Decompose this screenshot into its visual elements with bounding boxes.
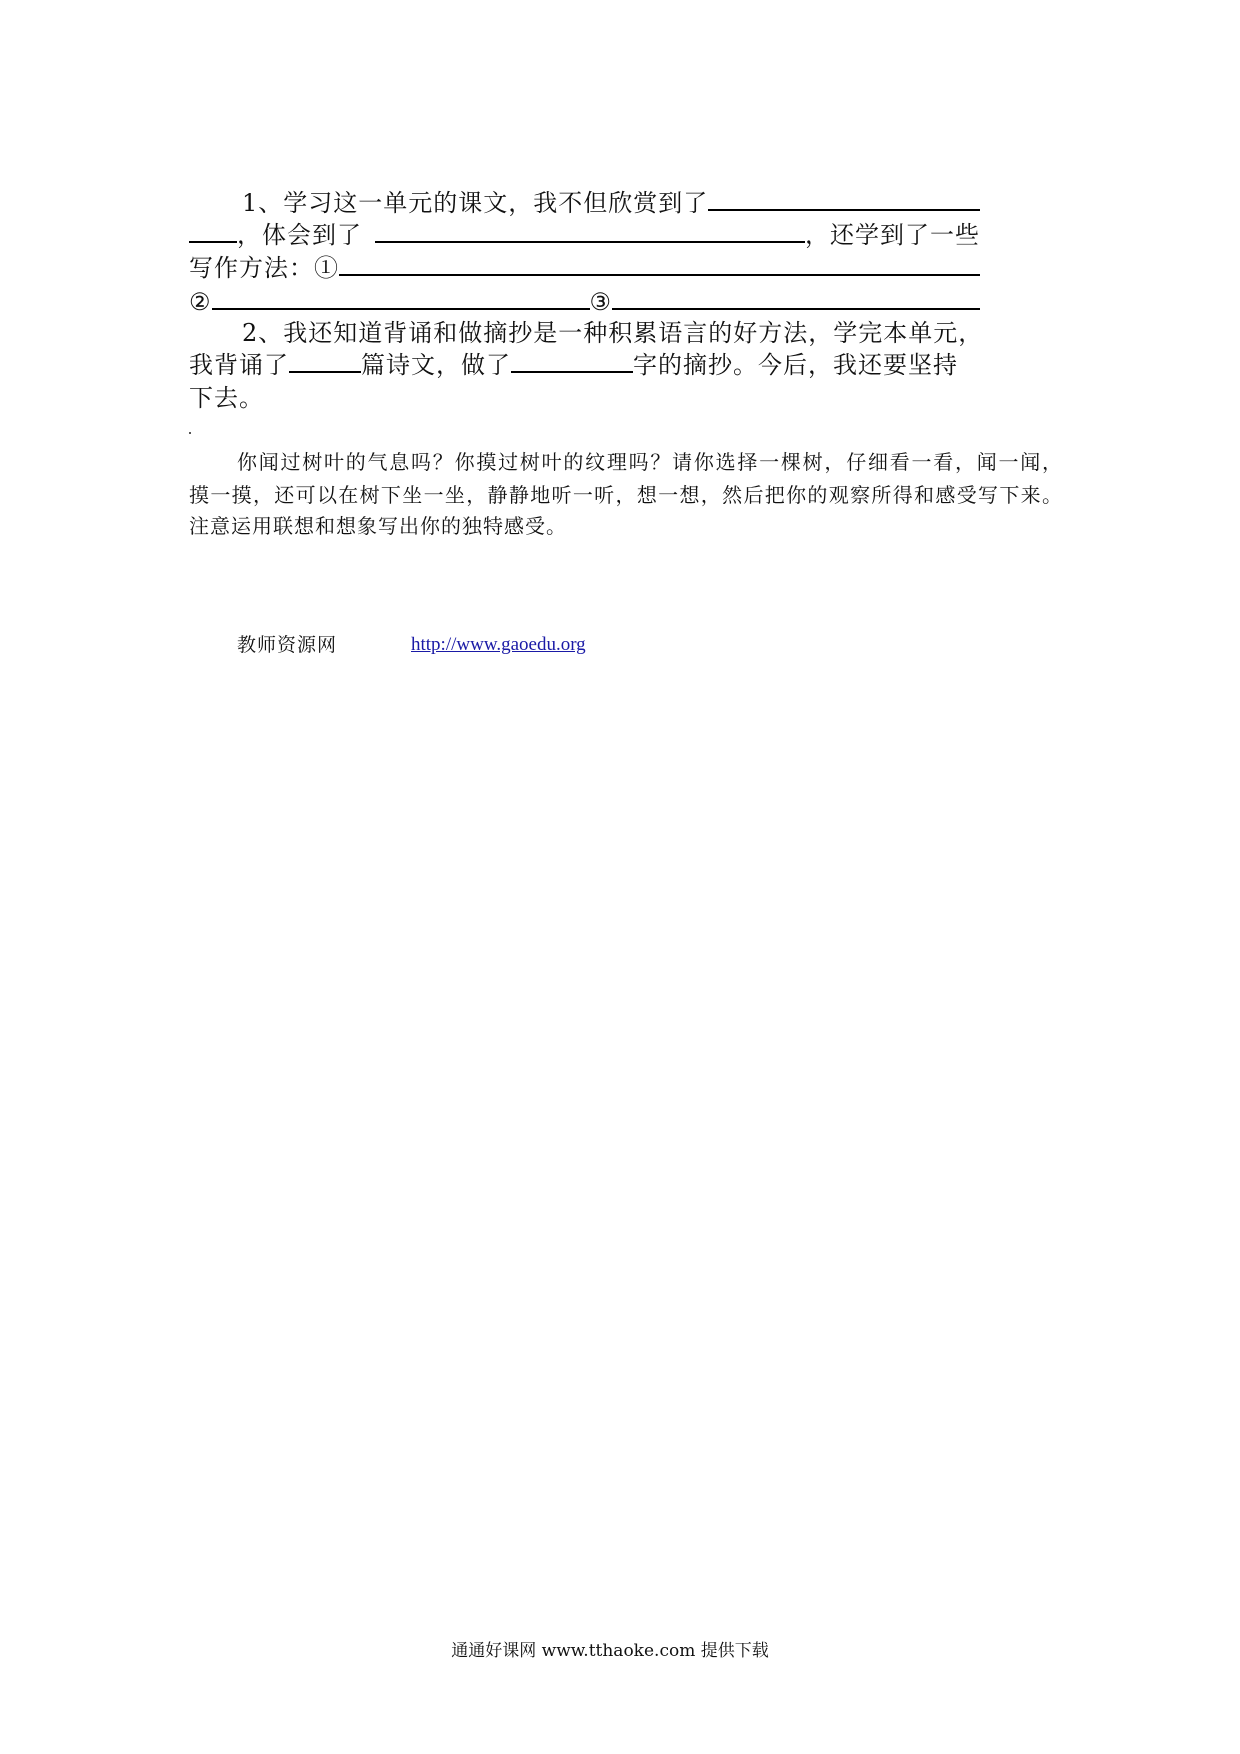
q1-marker-3: ③ bbox=[589, 288, 613, 316]
q1-text-writing-methods: 写作方法：① bbox=[189, 254, 339, 282]
q1-line-3 bbox=[189, 251, 980, 285]
q2-text-excerpts: 篇诗文，做了 bbox=[361, 351, 511, 379]
blank-poem-count bbox=[289, 349, 361, 373]
blank-method-2 bbox=[212, 286, 590, 310]
blank-method-1 bbox=[339, 252, 980, 276]
q2-line-2 bbox=[189, 348, 980, 382]
q2-line-3 bbox=[189, 381, 980, 415]
q1-line-2 bbox=[189, 218, 980, 252]
blank-appreciated bbox=[708, 187, 980, 211]
q1-marker-2: ② bbox=[189, 288, 212, 316]
q1-line-1 bbox=[189, 186, 980, 220]
blank-char-count bbox=[511, 349, 633, 373]
blank-appreciated-cont bbox=[189, 219, 237, 243]
q2-text-intro: 2、我还知道背诵和做摘抄是一种积累语言的好方法，学完本单元， bbox=[242, 319, 984, 347]
prompt-line-3: 注意运用联想和想象写出你的独特感受。 bbox=[189, 514, 567, 538]
q2-text-persist: 字的摘抄。今后，我还要坚持 bbox=[633, 351, 958, 379]
q1-text-appreciated: 1、学习这一单元的课文，我不但欣赏到了 bbox=[242, 189, 709, 217]
q1-line-4 bbox=[189, 285, 980, 319]
q1-text-learned: ，还学到了一些 bbox=[805, 221, 980, 249]
q2-text-end: 下去。 bbox=[189, 384, 264, 412]
page-footer: 通通好课网 www.tthaoke.com 提供下载 bbox=[451, 1641, 769, 1661]
blank-method-3 bbox=[612, 286, 980, 310]
stray-mark bbox=[189, 432, 191, 434]
prompt-line-1: 你闻过树叶的气息吗？你摸过树叶的纹理吗？请你选择一棵树，仔细看一看，闻一闻， bbox=[237, 450, 1063, 474]
source-link[interactable]: http://www.gaoedu.org bbox=[411, 634, 586, 655]
q2-text-recited: 我背诵了 bbox=[189, 351, 289, 379]
q2-line-1 bbox=[189, 316, 984, 350]
q1-text-experienced: ，体会到了 bbox=[237, 221, 362, 249]
prompt-line-2: 摸一摸，还可以在树下坐一坐，静静地听一听，想一想，然后把你的观察所得和感受写下来。 bbox=[189, 483, 1063, 507]
source-label: 教师资源网 bbox=[237, 634, 338, 656]
blank-experienced bbox=[375, 219, 805, 243]
